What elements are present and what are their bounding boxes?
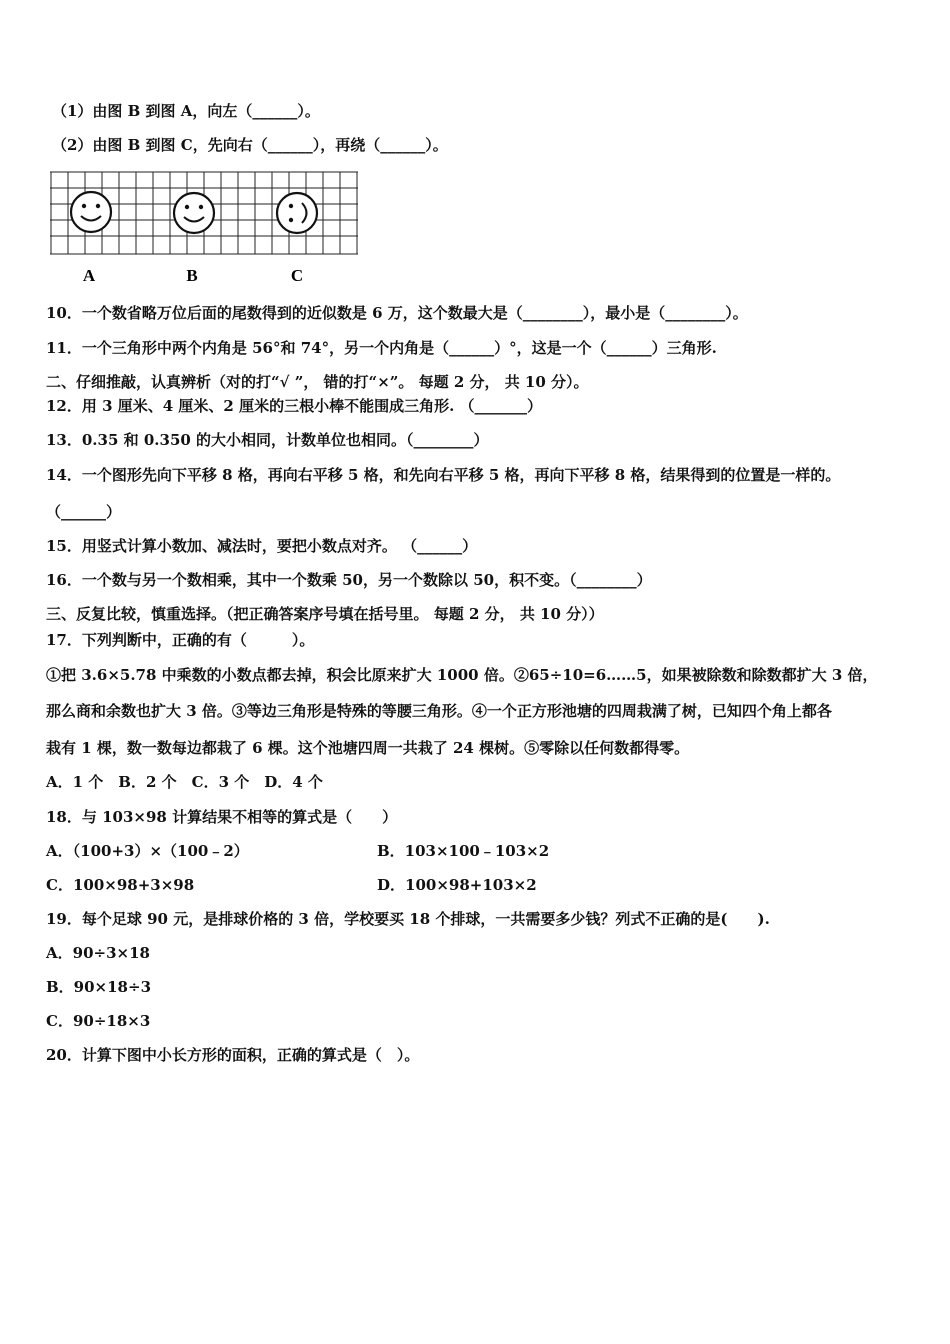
question-11: 11．一个三角形中两个内角是 56°和 74°，另一个内角是（______）°，这是一个（______）三角形. (46, 339, 717, 357)
question-17-options: A．1 个 B．2 个 C．3 个 D．4 个 (46, 773, 323, 791)
question-20-stem: 20．计算下图中小长方形的面积，正确的算式是（ ）。 (46, 1046, 420, 1064)
question-17-text-line-2: 那么商和余数也扩大 3 倍。③等边三角形是特殊的等腰三角形。④一个正方形池塘的四周栽满了树，已知四个角上都各 (46, 702, 832, 720)
sub-question-1: （1）由图 B 到图 A，向左（______）。 (52, 102, 320, 120)
smiley-face-b-icon (174, 193, 214, 233)
section-2-heading: 二、仔细推敲，认真辨析（对的打“√ ”， 错的打“×”。 每题 2 分， 共 10 分）。 (46, 373, 589, 391)
question-16: 16．一个数与另一个数相乘，其中一个数乘 50，另一个数除以 50，积不变。（________） (46, 571, 652, 589)
question-14-line-1: 14．一个图形先向下平移 8 格，再向右平移 5 格，和先向右平移 5 格，再向下平移 8 格，结果得到的位置是一样的。 (46, 466, 841, 484)
smiley-face-c-rotated-icon (277, 193, 317, 233)
question-18-option-d: D．100×98+103×2 (377, 876, 537, 894)
question-18-option-b: B．103×100﹣103×2 (377, 842, 550, 860)
question-12: 12．用 3 厘米、4 厘米、2 厘米的三根小棒不能围成三角形. （_______） (46, 397, 543, 415)
smiley-face-a-icon (71, 192, 111, 232)
section-3-heading: 三、反复比较，慎重选择。（把正确答案序号填在括号里。 每题 2 分， 共 10 分）） (46, 605, 604, 623)
question-17-text-line-3: 栽有 1 棵，数一数每边都栽了 6 棵。这个池塘四周一共栽了 24 棵树。⑤零除以任何数都得零。 (46, 739, 690, 757)
sub-question-2: （2）由图 B 到图 C，先向右（______），再绕（______）。 (52, 136, 448, 154)
question-13: 13．0.35 和 0.350 的大小相同，计数单位也相同。（________） (46, 431, 489, 449)
question-14-line-2: （______） (46, 503, 122, 521)
question-15: 15．用竖式计算小数加、减法时，要把小数点对齐。 （______） (46, 537, 478, 555)
question-19-stem: 19．每个足球 90 元，是排球价格的 3 倍，学校要买 18 个排球，一共需要多少钱？列式不正确的是( ). (46, 910, 770, 928)
figure-label-b: B (186, 266, 198, 285)
question-19-option-c: C．90÷18×3 (46, 1012, 151, 1030)
question-19-option-b: B．90×18÷3 (46, 978, 152, 996)
figure-label-c: C (290, 266, 304, 285)
question-19-option-a: A．90÷3×18 (46, 944, 150, 962)
grid-figure (50, 171, 362, 291)
question-18-option-c: C．100×98+3×98 (46, 876, 195, 894)
question-18-stem: 18．与 103×98 计算结果不相等的算式是（ ） (46, 808, 398, 826)
figure-label-a: A (82, 266, 96, 285)
question-17-stem: 17．下列判断中，正确的有（ ）。 (46, 631, 315, 649)
question-10: 10．一个数省略万位后面的尾数得到的近似数是 6 万，这个数最大是（________），最小是（________）。 (46, 304, 748, 322)
question-18-option-a: A．（100+3）×（100﹣2） (46, 842, 249, 860)
question-17-text-line-1: ①把 3.6×5.78 中乘数的小数点都去掉，积会比原来扩大 1000 倍。②65÷10=6……5，如果被除数和除数都扩大 3 倍， (46, 666, 878, 684)
